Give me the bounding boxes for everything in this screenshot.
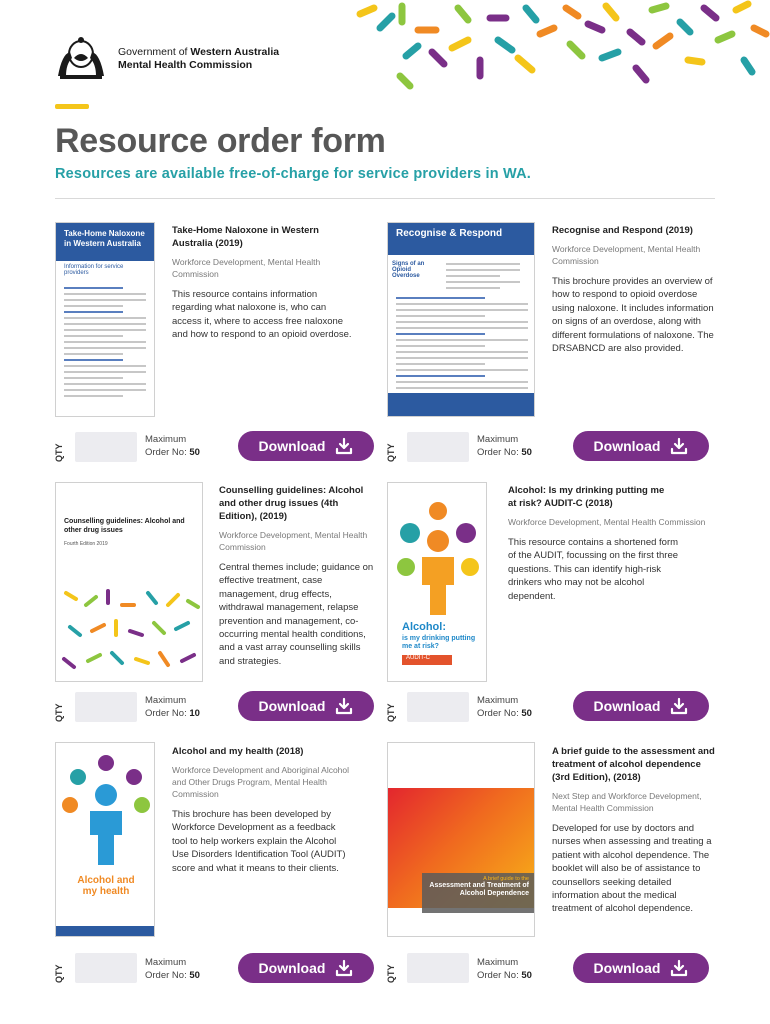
cover-pattern	[56, 583, 203, 682]
resource-publisher: Next Step and Workforce Development, Mental Health Commission	[552, 791, 702, 813]
max-order-text: Maximum Order No: 50	[477, 695, 532, 719]
page-title: Resource order form	[55, 122, 386, 160]
wa-coat-of-arms-icon	[52, 36, 110, 82]
cover-heading: Recognise & Respond	[388, 223, 534, 255]
decorative-pattern	[340, 0, 770, 92]
download-icon	[670, 697, 688, 715]
cover-heading: Counselling guidelines: Alcohol and other drug issues	[64, 518, 185, 534]
qty-label: QTY	[386, 703, 396, 722]
quantity-input[interactable]	[407, 692, 469, 722]
cover-subheading: Information for service providers	[56, 261, 154, 279]
download-icon	[335, 697, 353, 715]
cover-illustration	[388, 483, 487, 623]
resource-title: Alcohol: Is my drinking putting me at risk? AUDIT-C (2018)	[508, 485, 665, 509]
resource-cover-image	[55, 742, 155, 937]
resource-title: Take-Home Naloxone in Western Australia (2019)	[172, 225, 319, 249]
cover-subheading: Assessment and Treatment of Alcohol Dependence	[429, 882, 529, 897]
resource-description: This brochure has been developed by Workforce Development as a feedback tool to help workers explain the Alcohol Use Disorders Identification Tool (AUDIT) score and what it means to their clients.	[172, 809, 346, 874]
divider	[55, 198, 715, 199]
qty-label: QTY	[54, 703, 64, 722]
download-button[interactable]: Download	[238, 431, 374, 461]
max-order-text: Maximum Order No: 10	[145, 695, 200, 719]
org-name-line1: Government of Western Australia	[118, 46, 280, 58]
resource-cover-image	[387, 482, 487, 682]
quantity-input[interactable]	[407, 953, 469, 983]
download-icon	[335, 959, 353, 977]
quantity-input[interactable]	[407, 432, 469, 462]
org-name-line2: Mental Health Commission	[118, 59, 253, 71]
qty-label: QTY	[386, 964, 396, 983]
max-order-text: Maximum Order No: 50	[145, 957, 200, 981]
cover-subheading: Fourth Edition 2019	[64, 541, 108, 547]
resource-title: A brief guide to the assessment and treatment of alcohol dependence (3rd Edition), (2018)	[552, 746, 715, 783]
download-button[interactable]: Download	[573, 691, 709, 721]
max-order-text: Maximum Order No: 50	[477, 957, 532, 981]
resource-cover-image	[387, 742, 535, 937]
cover-heading: Alcohol and my health	[77, 875, 135, 897]
resource-publisher: Workforce Development, Mental Health Commission	[172, 257, 321, 279]
page-subtitle: Resources are available free-of-charge for service providers in WA.	[55, 166, 531, 182]
resource-description: Central themes include; guidance on effective treatment, case management, drug effects, withdrawal management, relapse prevention and management, co-occurring mental health conditions, and a vast array counselling skills and strategies.	[219, 562, 374, 667]
qty-label: QTY	[54, 964, 64, 983]
resource-title: Recognise and Respond (2019)	[552, 225, 693, 236]
quantity-input[interactable]	[75, 692, 137, 722]
resource-cover-image	[55, 482, 203, 682]
resource-title: Counselling guidelines: Alcohol and other drug issues (4th Edition), (2019)	[219, 485, 364, 522]
cover-subheading: Signs of an Opioid Overdose	[392, 261, 425, 279]
cover-subheading: is my drinking putting me at risk?	[402, 635, 476, 650]
download-button[interactable]: Download	[238, 691, 374, 721]
download-button[interactable]: Download	[573, 431, 709, 461]
download-button[interactable]: Download	[573, 953, 709, 983]
cover-heading: Alcohol:	[402, 621, 446, 633]
quantity-input[interactable]	[75, 432, 137, 462]
accent-bar	[55, 104, 89, 109]
max-order-text: Maximum Order No: 50	[477, 434, 532, 458]
resource-publisher: Workforce Development, Mental Health Commission	[219, 530, 368, 552]
resource-publisher: Workforce Development, Mental Health Commission	[552, 244, 701, 266]
resource-description: Developed for use by doctors and nurses when assessing and treating a patient with alcohol dependence. The booklet will also be of assistance to counsellors seeking detailed information about the medical treatment of alcohol dependence.	[552, 823, 712, 915]
organisation-logo	[52, 36, 279, 82]
resource-cover-image	[387, 222, 535, 417]
cover-tag: AUDIT-C	[402, 655, 452, 665]
resource-cover-image	[55, 222, 155, 417]
resource-description: This resource contains information regarding what naloxone is, who can access it, where to access free naloxone and how to respond to an opioid overdose.	[172, 289, 352, 341]
resource-description: This resource contains a shortened form of the AUDIT, focussing on the first three questions. This can identify high-risk drinkers who may not be alcohol dependent.	[508, 537, 679, 602]
resource-description: This brochure provides an overview of how to respond to opioid overdose using naloxone. It includes information on signs of an overdose, along with different formulations of naloxone. The DRSABNCD are also provided.	[552, 276, 714, 355]
cover-heading: A brief guide to the	[483, 876, 529, 882]
max-order-text: Maximum Order No: 50	[145, 434, 200, 458]
cover-illustration	[56, 743, 155, 873]
cover-heading: Take-Home Naloxone in Western Australia	[56, 223, 154, 261]
download-icon	[335, 437, 353, 455]
download-icon	[670, 437, 688, 455]
download-icon	[670, 959, 688, 977]
resource-publisher: Workforce Development and Aboriginal Alcohol and Other Drugs Program, Mental Health Commission	[172, 765, 350, 799]
quantity-input[interactable]	[75, 953, 137, 983]
qty-label: QTY	[386, 443, 396, 462]
resource-publisher: Workforce Development, Mental Health Commission	[508, 517, 706, 527]
resource-title: Alcohol and my health (2018)	[172, 746, 304, 757]
qty-label: QTY	[54, 443, 64, 462]
download-button[interactable]: Download	[238, 953, 374, 983]
